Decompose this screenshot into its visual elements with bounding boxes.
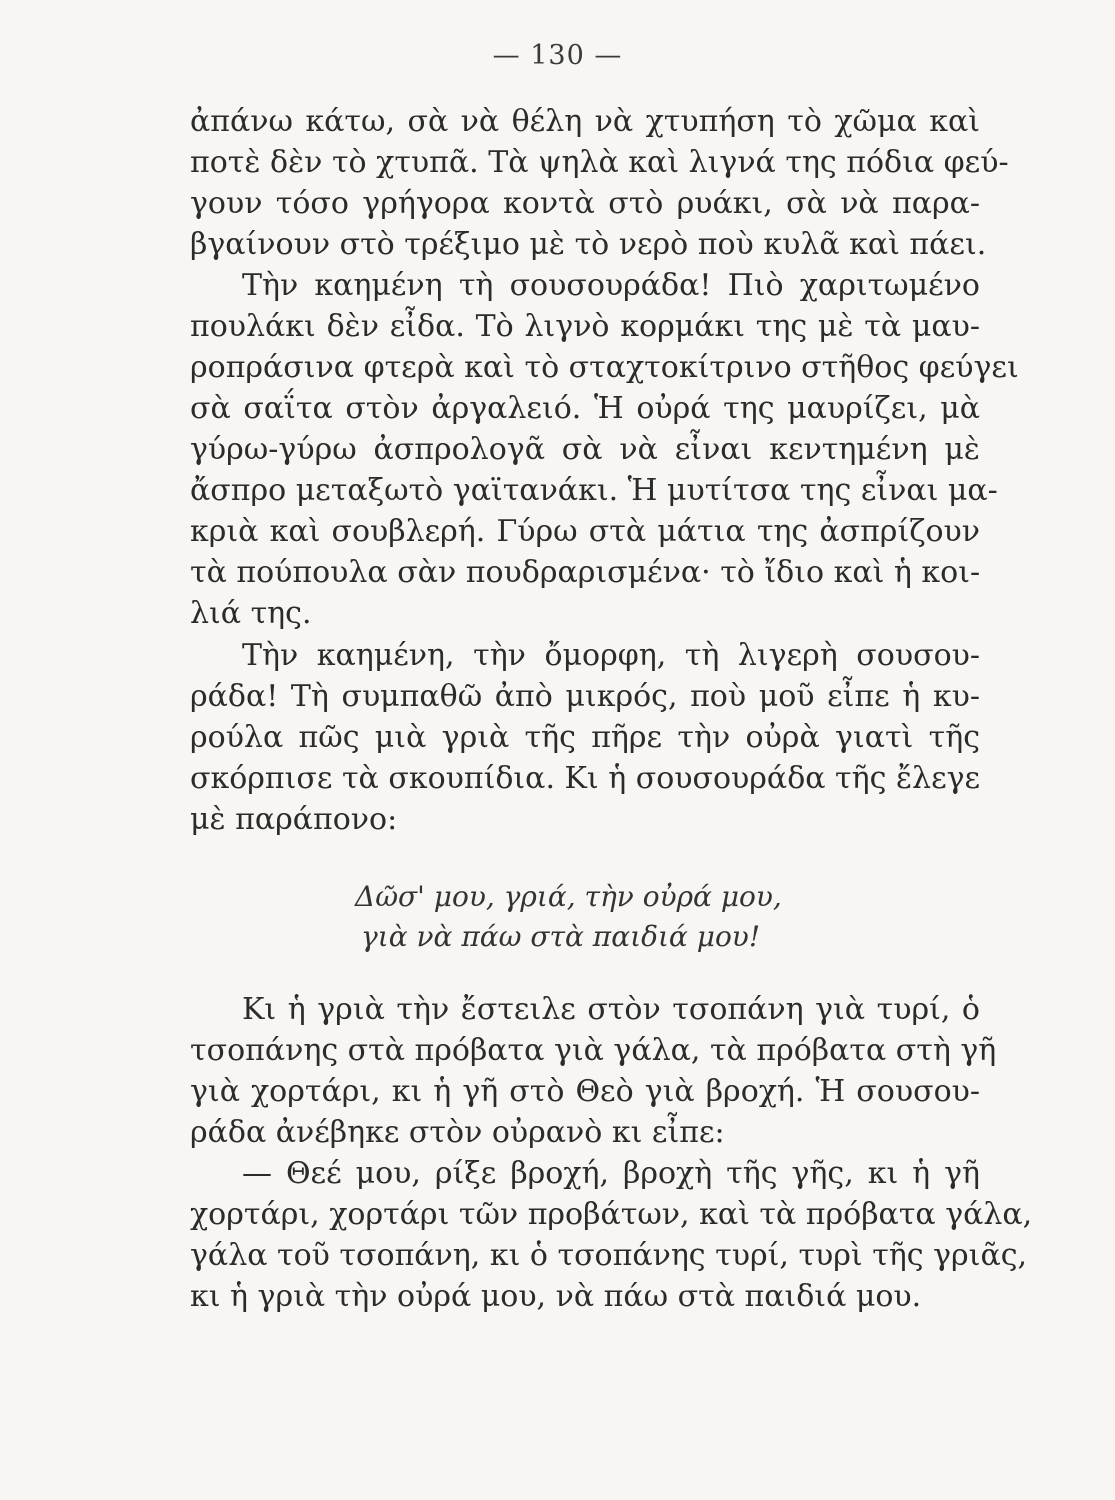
text-line: τσοπάνης στὰ πρόβατα γιὰ γάλα, τὰ πρόβατα στὴ γῆ [190, 1033, 997, 1068]
text-line: σὰ σαΐτα στὸν ἀργαλειό. Ἡ οὐρά της μαυρίζει, μὰ [190, 391, 980, 426]
text-line: γουν τόσο γρήγορα κοντὰ στὸ ρυάκι, σὰ νὰ παρα- [190, 186, 980, 221]
paragraph-4 [190, 992, 997, 1159]
paragraph-2 [190, 268, 1019, 640]
verse-line: γιὰ νὰ πάω στὰ παιδιά μου! [361, 920, 761, 953]
text-line: γύρω-γύρω ἀσπρολογᾶ σὰ νὰ εἶναι κεντημένη μὲ [190, 432, 980, 467]
verse-line: Δῶσ' μου, γριά, τὴν οὐρά μου, [355, 880, 782, 913]
text-line: γάλα τοῦ τσοπάνη, κι ὁ τσοπάνης τυρί, τυρὶ τῆς γριᾶς, [190, 1238, 1028, 1273]
text-line: Κι ἡ γριὰ τὴν ἔστειλε στὸν τσοπάνη γιὰ τυρί, ὁ [242, 992, 980, 1027]
text-line: ράδα ἀνέβηκε στὸν οὐρανὸ κι εἶπε: [190, 1115, 725, 1150]
text-line: ροπράσινα φτερὰ καὶ τὸ σταχτοκίτρινο στῆθος φεύγει [190, 350, 1019, 385]
text-line: ρούλα πῶς μιὰ γριὰ τῆς πῆρε τὴν οὐρὰ γιατὶ τῆς [190, 720, 980, 755]
text-line: ράδα! Τὴ συμπαθῶ ἀπὸ μικρός, ποὺ μοῦ εἶπε ἡ κυ- [190, 679, 980, 714]
text-line: χορτάρι, χορτάρι τῶν προβάτων, καὶ τὰ πρόβατα γάλα, [190, 1197, 1033, 1232]
paragraph-1 [190, 104, 1009, 271]
text-line: — Θεέ μου, ρίξε βροχή, βροχὴ τῆς γῆς, κι ἡ γῆ [242, 1156, 980, 1191]
text-line: μὲ παράπονο: [190, 802, 398, 837]
text-line: πουλάκι δὲν εἶδα. Τὸ λιγνὸ κορμάκι της μὲ τὰ μαυ- [190, 309, 980, 344]
text-line: κριὰ καὶ σουβλερή. Γύρω στὰ μάτια της ἀσπρίζουν [190, 514, 980, 549]
text-line: βγαίνουν στὸ τρέξιμο μὲ τὸ νερὸ ποὺ κυλᾶ καὶ πάει. [190, 227, 987, 262]
text-line: ἀπάνω κάτω, σὰ νὰ θέλη νὰ χτυπήση τὸ χῶμα καὶ [190, 104, 980, 139]
text-line: λιά της. [190, 596, 312, 631]
paragraph-3 [190, 638, 981, 846]
text-line: ἄσπρο μεταξωτὸ γαϊτανάκι. Ἡ μυτίτσα της εἶναι μα- [190, 473, 998, 508]
text-line: ποτὲ δὲν τὸ χτυπᾶ. Τὰ ψηλὰ καὶ λιγνά της πόδια φεύ- [190, 145, 1009, 180]
verse [355, 880, 855, 960]
text-line: σκόρπισε τὰ σκουπίδια. Κι ἡ σουσουράδα τῆς ἔλεγε [190, 761, 981, 796]
page-number: — 130 — [492, 40, 623, 71]
text-line: Τὴν καημένη, τὴν ὄμορφη, τὴ λιγερὴ σουσου- [242, 638, 980, 673]
text-line: τὰ πούπουλα σὰν πουδραρισμένα· τὸ ἴδιο καὶ ἡ κοι- [190, 555, 981, 590]
text-line: κι ἡ γριὰ τὴν οὐρά μου, νὰ πάω στὰ παιδιά μου. [190, 1279, 922, 1314]
paragraph-5 [190, 1156, 1033, 1323]
text-line: Τὴν καημένη τὴ σουσουράδα! Πιὸ χαριτωμένο [242, 268, 980, 303]
text-line: γιὰ χορτάρι, κι ἡ γῆ στὸ Θεὸ γιὰ βροχή. Ἡ σουσου- [190, 1074, 980, 1109]
